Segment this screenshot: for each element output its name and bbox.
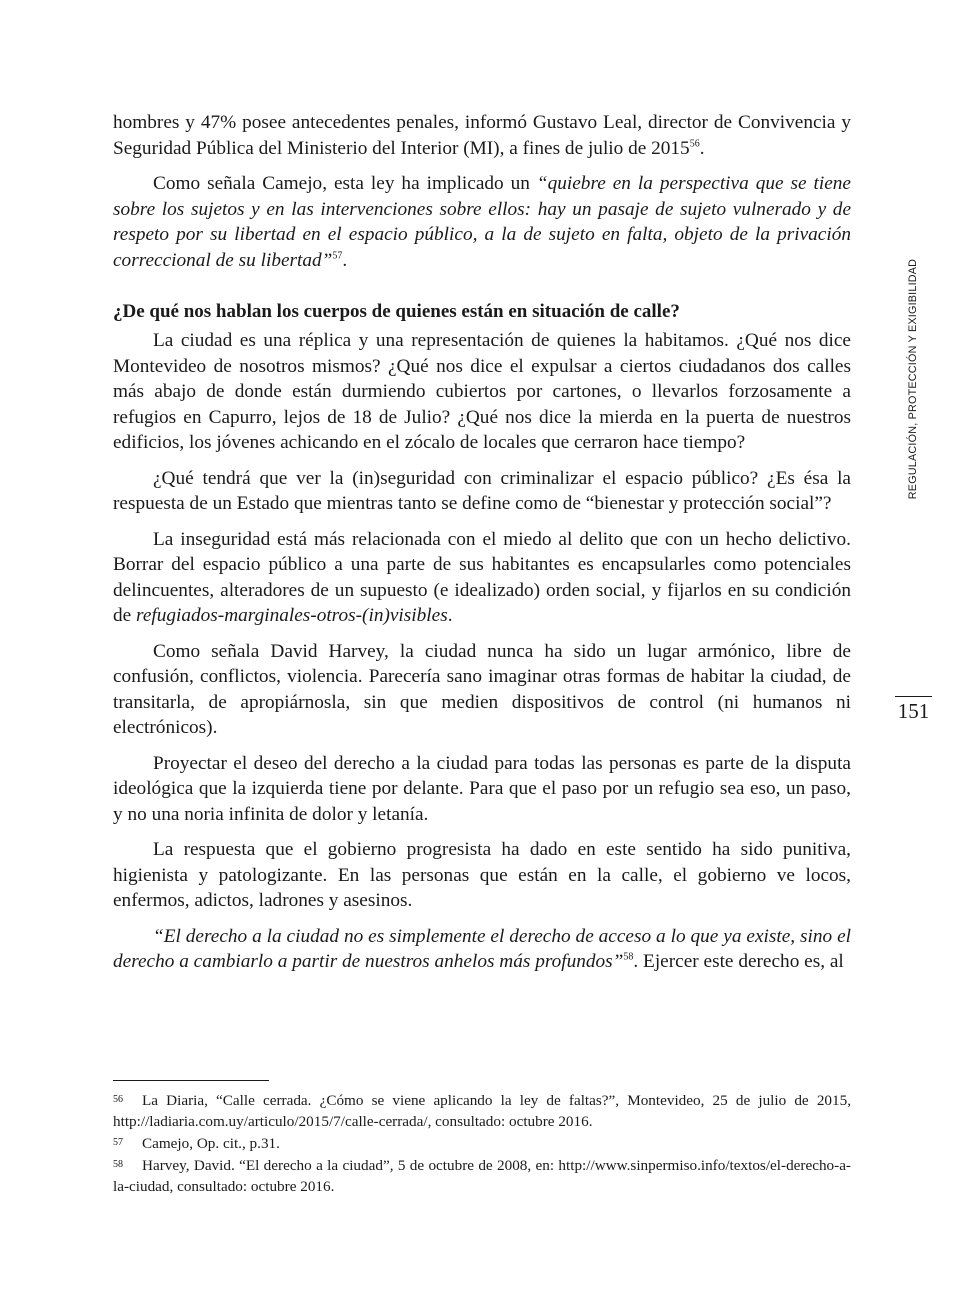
italic-phrase: refugiados-marginales-otros-(in)visibles [136, 605, 448, 626]
paragraph-end: . [447, 605, 453, 626]
footnote [113, 1132, 851, 1154]
quote-text: “quiebre en la perspectiva que se tiene sobre los sujetos y en las intervenciones sobre ellos: hay un pasaje de sujeto vulnerado y de respeto por su libertad en el espacio público, a la de sujeto en falta, objeto de la privación correccional de su libertad” [113, 173, 851, 271]
footnote-number: 58 [113, 1159, 123, 1170]
section-heading: ¿De qué nos hablan los cuerpos de quienes están en situación de calle? [113, 301, 680, 322]
footnote-ref: 57 [332, 250, 343, 262]
footnote-text: Harvey, David. “El derecho a la ciudad”, 5 de octubre de 2008, en: http://www.sinpermiso.info/textos/el-derecho-a-la-ciudad, consultado: octubre 2016. [113, 1157, 851, 1195]
paragraph-text: hombres y 47% posee antecedentes penales, informó Gustavo Leal, director de Convivencia y Seguridad Pública del Ministerio del Interior (MI), a fines de julio de 2015 [113, 112, 851, 159]
footnote [113, 1089, 851, 1132]
paragraph: Proyectar el deseo del derecho a la ciudad para todas las personas es parte de la disputa ideológica que la izquierda tiene por delante. Para que el paso por un refugio sea eso, un paso, y no una noria infinita de dolor y letanía. [113, 752, 851, 825]
footnote-text: La Diaria, “Calle cerrada. ¿Cómo se viene aplicando la ley de faltas?”, Montevideo, 25 de julio de 2015, http://ladiaria.com.uy/articulo/2015/7/calle-cerrada/, consultado: octubre 2016. [113, 1092, 851, 1130]
paragraph: La respuesta que el gobierno progresista ha dado en este sentido ha sido punitiva, higienista y patologizante. En las personas que están en la calle, el gobierno ve locos, enfermos, adictos, ladrones y asesinos. [113, 839, 851, 911]
paragraph: Como señala David Harvey, la ciudad nunca ha sido un lugar armónico, libre de confusión, conflictos, violencia. Parecería sano imaginar otras formas de habitar la ciudad, de transitarla, de apropiárnosla, sin que medien dispositivos de control (ni humanos ni electrónicos). [113, 640, 851, 738]
paragraph [113, 527, 851, 629]
footnotes [113, 1089, 851, 1197]
paragraph-text: Como señala Camejo, esta ley ha implicado un [153, 173, 537, 194]
footnote-text: Camejo, Op. cit., p.31. [142, 1135, 280, 1152]
footnote-divider [113, 1080, 269, 1081]
paragraph: ¿Qué tendrá que ver la (in)seguridad con criminalizar el espacio público? ¿Es ésa la respuesta de un Estado que mientras tanto se define como de “bienestar y protección social”? [113, 467, 851, 514]
footnote-ref: 56 [689, 138, 700, 150]
paragraph [113, 171, 851, 273]
footnote-number: 56 [113, 1094, 123, 1105]
paragraph-end: . [342, 249, 348, 271]
paragraph-end: . [699, 137, 705, 159]
paragraph: La ciudad es una réplica y una representación de quienes la habitamos. ¿Qué nos dice Montevideo de nosotros mismos? ¿Qué nos dice el expulsar a ciertos ciudadanos dos calles más abajo de donde están durmiendo cubiertos por cartones, o llevarlos forzosamente a refugios en Capurro, lejos de 18 de Julio? ¿Qué nos dice la mierda en la puerta de nuestros edificios, los jóvenes achicando en el zócalo de locales que cerraron hace tiempo? [113, 330, 851, 453]
running-section-title [903, 247, 923, 511]
page-number-rule [895, 696, 932, 697]
main-text [113, 110, 851, 985]
paragraph-end: . Ejercer este derecho es, al [633, 951, 844, 972]
paragraph [113, 110, 851, 161]
footnote-ref: 58 [623, 951, 634, 963]
footnote [113, 1154, 851, 1197]
paragraph-text: La inseguridad está más relacionada con el miedo al delito que con un hecho delictivo. Borrar del espacio público a una parte de sus habitantes es encapsularles como potenciales delincuentes, alteradores de un supuesto (e idealizado) orden social, y fijarlos en su condición de [113, 528, 851, 626]
quote-text: “El derecho a la ciudad no es simplemente el derecho de acceso a lo que ya existe, sino el derecho a cambiarlo a partir de nuestros anhelos más profundos” [113, 925, 851, 972]
section-title-text: REGULACIÓN, PROTECCIÓN Y EXIGIBILIDAD [907, 258, 919, 500]
paragraph [113, 924, 851, 975]
footnote-number: 57 [113, 1137, 123, 1148]
page-number: 151 [897, 699, 930, 723]
